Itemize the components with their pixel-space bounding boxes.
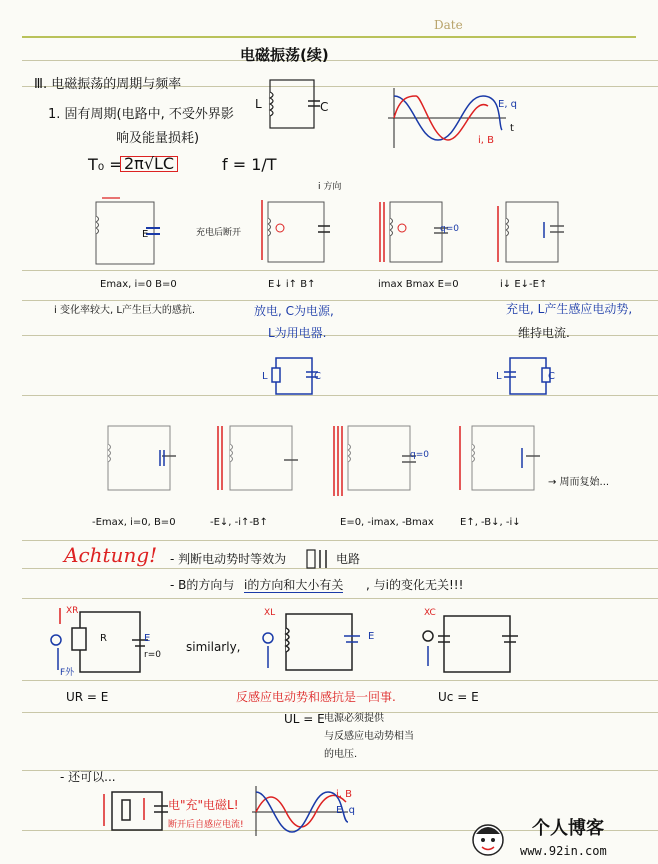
- footer-ib-label: i, B: [336, 789, 352, 800]
- footer-note-2: 断开后自感应电流!: [168, 820, 244, 830]
- section-heading: Ⅲ. 电磁振荡的周期与频率: [34, 77, 182, 92]
- watermark-main: 个人博客: [532, 818, 604, 839]
- stage7-label: E=0, -imax, -Bmax: [340, 517, 434, 528]
- graph-eq-label: E, q: [498, 99, 518, 110]
- xr-label: XR: [66, 606, 79, 616]
- achtung-line1-end: 电路: [336, 552, 361, 566]
- stage1-label: Emax, i=0 B=0: [100, 279, 177, 290]
- formula-t0-value: 2π√LC: [120, 156, 178, 172]
- small-circuit-charge: [504, 352, 554, 402]
- circuit-stage-1: [90, 198, 160, 266]
- item1-line2: 响及能量损耗): [116, 131, 200, 146]
- footer-note-1: 电"充"电磁L!: [168, 798, 239, 812]
- mascot-icon: [470, 820, 506, 860]
- watermark-url: www.92in.com: [520, 844, 607, 858]
- stage2-note: i 方向: [318, 182, 342, 192]
- circuit-stage-2: [262, 196, 332, 266]
- ruled-line: [22, 300, 658, 301]
- achtung-line2-c: , 与i的变化无关!!!: [366, 578, 464, 592]
- xc-label: XC: [424, 608, 436, 618]
- capacitor-symbol-inline: [304, 546, 334, 572]
- ul-note-3: 的电压.: [324, 749, 358, 760]
- restart-note: → 周而复始...: [548, 477, 610, 488]
- achtung-line2-b: i的方向和大小有关: [244, 578, 344, 592]
- site-logo: [470, 820, 650, 862]
- stage1-note: 充电后断开: [196, 228, 242, 238]
- stage4-label: i↓ E↓-E↑: [500, 279, 548, 290]
- ul-note-red: 反感应电动势和感抗是一回事.: [236, 690, 396, 704]
- ur-equation: UR = E: [66, 690, 109, 704]
- small-circuit-discharge: [270, 352, 320, 402]
- ruled-line: [22, 540, 658, 541]
- circuit-footer: [100, 786, 170, 836]
- small-circuit-l-label: L: [262, 371, 268, 382]
- ul-equation: UL = E: [284, 712, 325, 726]
- circuit-stage-6: [212, 420, 302, 500]
- ul-note-1: 电源必须提供: [324, 713, 384, 724]
- ruled-line: [22, 568, 658, 569]
- small-circuit-c-label: C: [314, 371, 321, 382]
- date-label: Date: [434, 18, 463, 32]
- small-circuit-c-label-2: C: [548, 371, 555, 382]
- circuit-stage-3: [376, 196, 446, 266]
- ruled-line: [22, 395, 658, 396]
- page-title: 电磁振荡(续): [240, 46, 329, 64]
- uc-equation: Uc = E: [438, 690, 479, 704]
- stage8-label: E↑, -B↓, -i↓: [460, 517, 521, 528]
- note-discharge: 放电, C为电源,: [254, 304, 334, 318]
- stage2-label: E↓ i↑ B↑: [268, 279, 316, 290]
- achtung-line2-a: - B的方向与: [170, 578, 235, 592]
- stage3-q-label: q=0: [440, 224, 459, 234]
- achtung-heading: Achtung!: [64, 543, 158, 567]
- small-circuit-l-label-2: L: [496, 371, 502, 382]
- note-inductance: i 变化率较大, L产生巨大的感抗.: [54, 305, 196, 316]
- resistor-r-label: R: [100, 633, 107, 644]
- stage3-label: imax Bmax E=0: [378, 279, 459, 290]
- stage6-label: -E↓, -i↑-B↑: [210, 517, 268, 528]
- stage7-q-label: q=0: [410, 450, 429, 460]
- oscillation-graph: [388, 86, 518, 150]
- achtung-line1: - 判断电动势时等效为: [170, 552, 287, 566]
- ul-note-2: 与反感应电动势相当: [324, 731, 414, 742]
- stage5-label: -Emax, i=0, B=0: [92, 517, 176, 528]
- ruled-line: [22, 598, 658, 599]
- ruled-line: [22, 60, 658, 61]
- ruled-line: [22, 270, 658, 271]
- note-discharge-2: L为用电器.: [268, 326, 327, 340]
- header-rule: [22, 36, 636, 38]
- footer-eq-label: E, q: [336, 805, 356, 816]
- item1-line1: 1. 固有周期(电路中, 不受外界影: [48, 107, 234, 122]
- ruled-line: [22, 770, 658, 771]
- top-circuit-l-label: L: [255, 97, 262, 111]
- formula-frequency: f = 1/T: [222, 155, 277, 174]
- ruled-line: [22, 680, 658, 681]
- note-charge: 充电, L产生感应电动势,: [506, 302, 633, 316]
- circuit-stage-5: [102, 420, 182, 496]
- force-label: F外: [60, 668, 75, 678]
- top-circuit-c-label: C: [320, 100, 329, 114]
- source-e-label: E: [144, 633, 151, 644]
- stage1-e-label: E: [142, 229, 149, 240]
- source-r0-label: r=0: [144, 650, 161, 660]
- graph-ib-label: i, B: [478, 135, 494, 146]
- also-text: - 还可以...: [60, 770, 116, 784]
- xl-label: XL: [264, 608, 276, 618]
- circuit-stage-8: [454, 420, 544, 500]
- inductor-e-label: E: [368, 631, 375, 642]
- circuit-stage-7: [330, 420, 420, 500]
- similarly-text: similarly,: [186, 640, 241, 654]
- formula-t0-prefix: T₀ =: [88, 155, 123, 174]
- circuit-stage-4: [494, 196, 564, 266]
- graph-axis-label: t: [510, 123, 514, 134]
- note-charge-2: 维持电流.: [518, 326, 570, 340]
